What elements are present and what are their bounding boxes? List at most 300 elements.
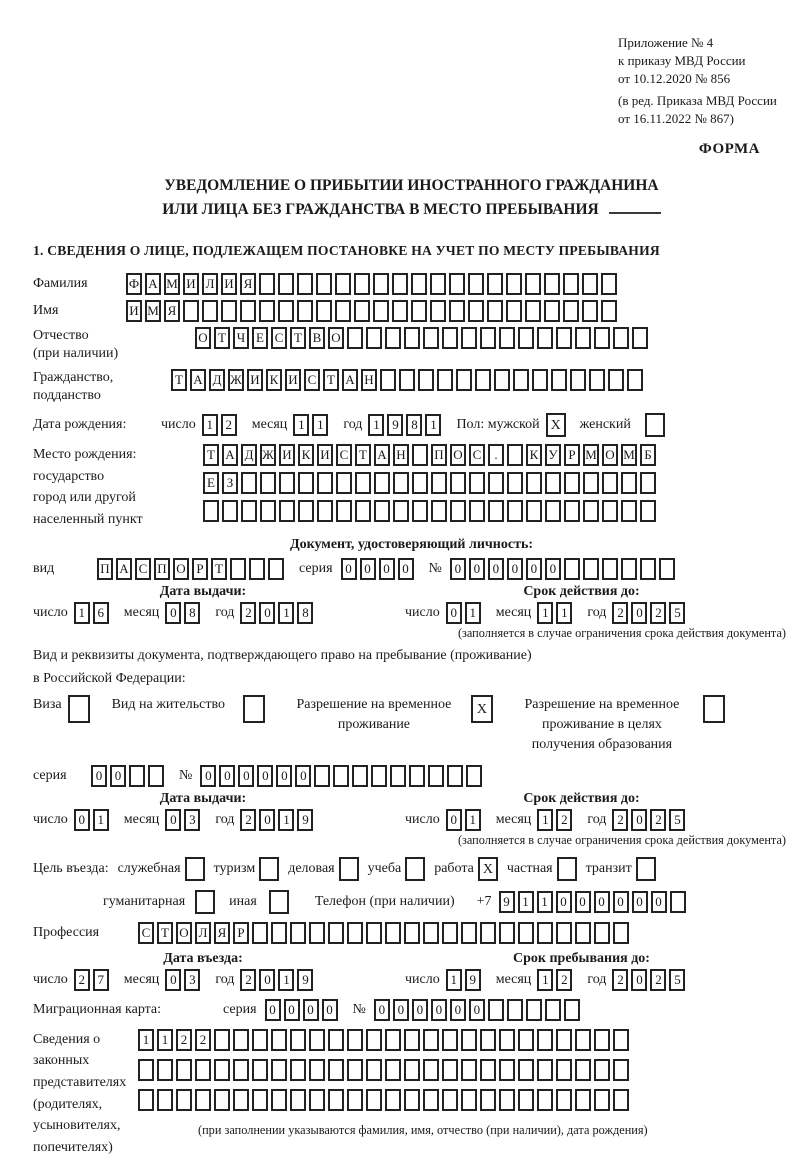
char-cell[interactable]: 0 [341,558,357,580]
char-cell[interactable]: А [190,369,206,391]
char-cell[interactable] [404,327,420,349]
char-cell[interactable]: 0 [295,765,311,787]
char-cell[interactable] [583,500,599,522]
char-cell[interactable] [380,369,396,391]
residence-permit-checkbox[interactable] [243,695,265,723]
char-cell[interactable]: 0 [238,765,254,787]
char-cell[interactable] [499,922,515,944]
char-cell[interactable] [499,1059,515,1081]
char-cell[interactable]: 0 [200,765,216,787]
char-cell[interactable] [640,472,656,494]
char-cell[interactable] [309,1089,325,1111]
char-cell[interactable]: О [173,558,189,580]
char-cell[interactable] [355,472,371,494]
char-cell[interactable] [564,472,580,494]
char-cell[interactable] [488,472,504,494]
char-cell[interactable]: 0 [631,602,647,624]
char-cell[interactable] [279,500,295,522]
char-cell[interactable] [494,369,510,391]
char-cell[interactable] [583,472,599,494]
char-cell[interactable] [513,369,529,391]
char-cell[interactable]: 0 [446,602,462,624]
char-cell[interactable] [442,1029,458,1051]
char-cell[interactable] [461,1029,477,1051]
char-cell[interactable]: М [621,444,637,466]
char-cell[interactable] [437,369,453,391]
char-cell[interactable]: 0 [632,891,648,913]
char-cell[interactable] [659,558,675,580]
char-cell[interactable] [582,273,598,295]
char-cell[interactable] [404,922,420,944]
char-cell[interactable] [525,273,541,295]
purpose-humanitarian-checkbox[interactable] [195,890,215,914]
char-cell[interactable]: 0 [257,765,273,787]
char-cell[interactable] [390,765,406,787]
char-cell[interactable]: 0 [545,558,561,580]
char-cell[interactable] [632,327,648,349]
char-cell[interactable] [442,1089,458,1111]
char-cell[interactable] [347,1059,363,1081]
purpose-tourism-checkbox[interactable] [259,857,279,881]
char-cell[interactable]: О [602,444,618,466]
char-cell[interactable] [214,1059,230,1081]
char-cell[interactable] [373,273,389,295]
char-cell[interactable] [279,472,295,494]
char-cell[interactable] [157,1059,173,1081]
char-cell[interactable] [335,273,351,295]
female-checkbox[interactable] [645,413,665,437]
char-cell[interactable]: 0 [360,558,376,580]
char-cell[interactable]: 6 [93,602,109,624]
char-cell[interactable] [537,1029,553,1051]
char-cell[interactable] [355,500,371,522]
char-cell[interactable] [412,472,428,494]
char-cell[interactable] [336,472,352,494]
char-cell[interactable] [195,1089,211,1111]
char-cell[interactable] [423,1059,439,1081]
char-cell[interactable]: 0 [469,999,485,1021]
char-cell[interactable] [601,300,617,322]
char-cell[interactable] [627,369,643,391]
char-cell[interactable] [317,472,333,494]
char-cell[interactable] [423,1029,439,1051]
char-cell[interactable] [621,500,637,522]
char-cell[interactable] [428,765,444,787]
char-cell[interactable]: 0 [575,891,591,913]
char-cell[interactable] [393,472,409,494]
char-cell[interactable]: 1 [446,969,462,991]
char-cell[interactable]: Н [393,444,409,466]
char-cell[interactable] [366,327,382,349]
char-cell[interactable] [385,1059,401,1081]
char-cell[interactable] [583,558,599,580]
char-cell[interactable]: 2 [650,602,666,624]
char-cell[interactable]: Т [290,327,306,349]
char-cell[interactable]: 0 [631,969,647,991]
char-cell[interactable]: 2 [612,969,628,991]
char-cell[interactable]: 0 [259,809,275,831]
char-cell[interactable]: 0 [556,891,572,913]
char-cell[interactable] [176,1089,192,1111]
char-cell[interactable] [333,765,349,787]
purpose-study-checkbox[interactable] [405,857,425,881]
char-cell[interactable] [298,500,314,522]
char-cell[interactable] [138,1089,154,1111]
char-cell[interactable] [613,1029,629,1051]
purpose-private-checkbox[interactable] [557,857,577,881]
char-cell[interactable]: 2 [195,1029,211,1051]
char-cell[interactable] [328,1089,344,1111]
char-cell[interactable] [621,558,637,580]
char-cell[interactable] [461,1059,477,1081]
char-cell[interactable] [233,1089,249,1111]
char-cell[interactable] [385,922,401,944]
char-cell[interactable]: О [195,327,211,349]
char-cell[interactable]: 1 [465,602,481,624]
char-cell[interactable] [507,999,523,1021]
char-cell[interactable] [409,765,425,787]
char-cell[interactable]: И [279,444,295,466]
char-cell[interactable] [259,273,275,295]
char-cell[interactable]: 1 [93,809,109,831]
char-cell[interactable] [290,1059,306,1081]
blank-underline[interactable] [609,201,661,214]
char-cell[interactable]: С [336,444,352,466]
char-cell[interactable] [442,1059,458,1081]
char-cell[interactable] [259,300,275,322]
char-cell[interactable]: М [164,273,180,295]
char-cell[interactable] [526,472,542,494]
char-cell[interactable]: 0 [398,558,414,580]
char-cell[interactable] [328,1059,344,1081]
char-cell[interactable] [545,999,561,1021]
char-cell[interactable] [203,500,219,522]
char-cell[interactable] [354,273,370,295]
char-cell[interactable] [551,369,567,391]
char-cell[interactable] [537,327,553,349]
char-cell[interactable]: Ч [233,327,249,349]
char-cell[interactable] [563,300,579,322]
char-cell[interactable] [366,922,382,944]
char-cell[interactable] [449,273,465,295]
char-cell[interactable] [602,472,618,494]
char-cell[interactable]: 1 [368,414,384,436]
char-cell[interactable]: 8 [297,602,313,624]
char-cell[interactable] [461,327,477,349]
char-cell[interactable] [202,300,218,322]
char-cell[interactable]: 8 [184,602,200,624]
char-cell[interactable] [442,922,458,944]
char-cell[interactable] [404,1029,420,1051]
char-cell[interactable] [499,327,515,349]
char-cell[interactable] [260,472,276,494]
char-cell[interactable] [537,922,553,944]
char-cell[interactable]: П [97,558,113,580]
char-cell[interactable]: 7 [93,969,109,991]
char-cell[interactable] [468,273,484,295]
char-cell[interactable] [594,1059,610,1081]
char-cell[interactable] [556,1059,572,1081]
char-cell[interactable]: И [317,444,333,466]
char-cell[interactable]: К [526,444,542,466]
char-cell[interactable] [518,1029,534,1051]
char-cell[interactable]: Т [203,444,219,466]
char-cell[interactable] [138,1059,154,1081]
char-cell[interactable] [601,273,617,295]
char-cell[interactable] [252,1089,268,1111]
char-cell[interactable]: 0 [165,602,181,624]
char-cell[interactable] [466,765,482,787]
char-cell[interactable] [221,300,237,322]
char-cell[interactable] [260,500,276,522]
char-cell[interactable] [582,300,598,322]
char-cell[interactable]: С [469,444,485,466]
char-cell[interactable] [352,765,368,787]
char-cell[interactable]: 1 [556,602,572,624]
char-cell[interactable] [252,1029,268,1051]
char-cell[interactable] [385,327,401,349]
char-cell[interactable] [613,327,629,349]
char-cell[interactable] [290,922,306,944]
char-cell[interactable] [507,500,523,522]
char-cell[interactable] [507,472,523,494]
char-cell[interactable] [404,1059,420,1081]
char-cell[interactable]: 0 [110,765,126,787]
char-cell[interactable] [347,1089,363,1111]
char-cell[interactable] [347,922,363,944]
char-cell[interactable] [499,1029,515,1051]
char-cell[interactable]: 2 [612,602,628,624]
char-cell[interactable]: 0 [393,999,409,1021]
char-cell[interactable] [594,922,610,944]
char-cell[interactable]: Ж [228,369,244,391]
char-cell[interactable]: О [328,327,344,349]
char-cell[interactable] [537,1059,553,1081]
char-cell[interactable] [385,1029,401,1051]
char-cell[interactable] [556,327,572,349]
char-cell[interactable]: 2 [650,809,666,831]
char-cell[interactable]: 1 [312,414,328,436]
char-cell[interactable]: . [488,444,504,466]
char-cell[interactable] [366,1059,382,1081]
char-cell[interactable] [556,922,572,944]
char-cell[interactable] [564,999,580,1021]
char-cell[interactable] [328,1029,344,1051]
char-cell[interactable] [442,327,458,349]
char-cell[interactable]: 0 [469,558,485,580]
char-cell[interactable]: 1 [465,809,481,831]
char-cell[interactable] [480,1089,496,1111]
char-cell[interactable] [450,500,466,522]
char-cell[interactable]: 2 [240,602,256,624]
char-cell[interactable]: 1 [138,1029,154,1051]
char-cell[interactable]: 1 [537,891,553,913]
char-cell[interactable]: Д [209,369,225,391]
char-cell[interactable] [480,1059,496,1081]
char-cell[interactable]: 2 [650,969,666,991]
char-cell[interactable] [431,472,447,494]
char-cell[interactable] [469,472,485,494]
char-cell[interactable] [418,369,434,391]
char-cell[interactable] [393,500,409,522]
char-cell[interactable] [480,1029,496,1051]
char-cell[interactable]: 0 [446,809,462,831]
char-cell[interactable] [469,500,485,522]
char-cell[interactable] [487,273,503,295]
char-cell[interactable]: 1 [157,1029,173,1051]
char-cell[interactable]: 9 [297,969,313,991]
char-cell[interactable] [309,1029,325,1051]
char-cell[interactable]: 9 [297,809,313,831]
char-cell[interactable] [575,1029,591,1051]
char-cell[interactable] [475,369,491,391]
char-cell[interactable]: 0 [276,765,292,787]
char-cell[interactable] [431,500,447,522]
char-cell[interactable] [518,1059,534,1081]
char-cell[interactable]: Д [241,444,257,466]
char-cell[interactable]: А [222,444,238,466]
char-cell[interactable]: 0 [594,891,610,913]
char-cell[interactable]: И [285,369,301,391]
char-cell[interactable]: 2 [74,969,90,991]
char-cell[interactable]: 0 [265,999,281,1021]
char-cell[interactable]: З [222,472,238,494]
char-cell[interactable]: 1 [278,969,294,991]
char-cell[interactable]: К [298,444,314,466]
char-cell[interactable] [575,1059,591,1081]
char-cell[interactable] [271,1089,287,1111]
char-cell[interactable]: 0 [74,809,90,831]
char-cell[interactable]: Т [355,444,371,466]
char-cell[interactable] [613,922,629,944]
char-cell[interactable]: 0 [431,999,447,1021]
char-cell[interactable]: Р [192,558,208,580]
char-cell[interactable] [430,273,446,295]
char-cell[interactable] [347,327,363,349]
visa-checkbox[interactable] [68,695,90,723]
char-cell[interactable] [309,922,325,944]
char-cell[interactable] [621,472,637,494]
char-cell[interactable] [575,1089,591,1111]
char-cell[interactable] [374,500,390,522]
char-cell[interactable] [526,500,542,522]
char-cell[interactable] [241,500,257,522]
char-cell[interactable] [594,1029,610,1051]
char-cell[interactable]: 1 [537,602,553,624]
char-cell[interactable] [613,1089,629,1111]
char-cell[interactable]: 1 [518,891,534,913]
char-cell[interactable] [423,922,439,944]
char-cell[interactable] [594,327,610,349]
char-cell[interactable] [544,300,560,322]
char-cell[interactable] [537,1089,553,1111]
char-cell[interactable] [544,273,560,295]
char-cell[interactable] [249,558,265,580]
char-cell[interactable] [602,558,618,580]
char-cell[interactable]: 0 [284,999,300,1021]
char-cell[interactable] [564,558,580,580]
purpose-transit-checkbox[interactable] [636,857,656,881]
char-cell[interactable] [449,300,465,322]
char-cell[interactable]: 2 [221,414,237,436]
char-cell[interactable]: П [154,558,170,580]
char-cell[interactable]: 0 [488,558,504,580]
char-cell[interactable] [570,369,586,391]
char-cell[interactable] [290,1089,306,1111]
char-cell[interactable] [374,472,390,494]
char-cell[interactable] [373,300,389,322]
char-cell[interactable]: 1 [278,602,294,624]
char-cell[interactable] [589,369,605,391]
char-cell[interactable] [297,300,313,322]
char-cell[interactable] [222,500,238,522]
char-cell[interactable] [336,500,352,522]
char-cell[interactable] [640,500,656,522]
char-cell[interactable]: Л [195,922,211,944]
char-cell[interactable] [271,1029,287,1051]
char-cell[interactable] [518,922,534,944]
male-checkbox[interactable]: X [546,413,566,437]
char-cell[interactable]: 2 [556,969,572,991]
char-cell[interactable]: 0 [631,809,647,831]
temp-residence-education-checkbox[interactable] [703,695,725,723]
char-cell[interactable] [480,922,496,944]
char-cell[interactable] [392,300,408,322]
char-cell[interactable] [412,444,428,466]
char-cell[interactable] [148,765,164,787]
char-cell[interactable]: И [247,369,263,391]
char-cell[interactable] [613,1059,629,1081]
char-cell[interactable] [487,300,503,322]
purpose-other-checkbox[interactable] [269,890,289,914]
char-cell[interactable]: 1 [278,809,294,831]
char-cell[interactable] [461,922,477,944]
char-cell[interactable]: Т [214,327,230,349]
char-cell[interactable]: У [545,444,561,466]
char-cell[interactable]: Т [171,369,187,391]
char-cell[interactable] [183,300,199,322]
char-cell[interactable] [525,300,541,322]
char-cell[interactable]: 9 [499,891,515,913]
char-cell[interactable]: Р [233,922,249,944]
char-cell[interactable] [316,300,332,322]
char-cell[interactable] [404,1089,420,1111]
char-cell[interactable] [640,558,656,580]
char-cell[interactable] [233,1029,249,1051]
char-cell[interactable]: Е [252,327,268,349]
char-cell[interactable] [518,1089,534,1111]
char-cell[interactable] [488,999,504,1021]
char-cell[interactable] [545,472,561,494]
purpose-official-checkbox[interactable] [185,857,205,881]
char-cell[interactable]: 0 [259,969,275,991]
char-cell[interactable] [506,273,522,295]
char-cell[interactable] [371,765,387,787]
char-cell[interactable]: 5 [669,809,685,831]
char-cell[interactable] [423,1089,439,1111]
char-cell[interactable] [575,327,591,349]
char-cell[interactable] [411,300,427,322]
char-cell[interactable]: С [138,922,154,944]
char-cell[interactable] [290,1029,306,1051]
char-cell[interactable]: 0 [412,999,428,1021]
char-cell[interactable]: 8 [406,414,422,436]
char-cell[interactable] [366,1029,382,1051]
char-cell[interactable]: 0 [259,602,275,624]
char-cell[interactable]: 0 [303,999,319,1021]
char-cell[interactable]: А [116,558,132,580]
char-cell[interactable]: 0 [613,891,629,913]
